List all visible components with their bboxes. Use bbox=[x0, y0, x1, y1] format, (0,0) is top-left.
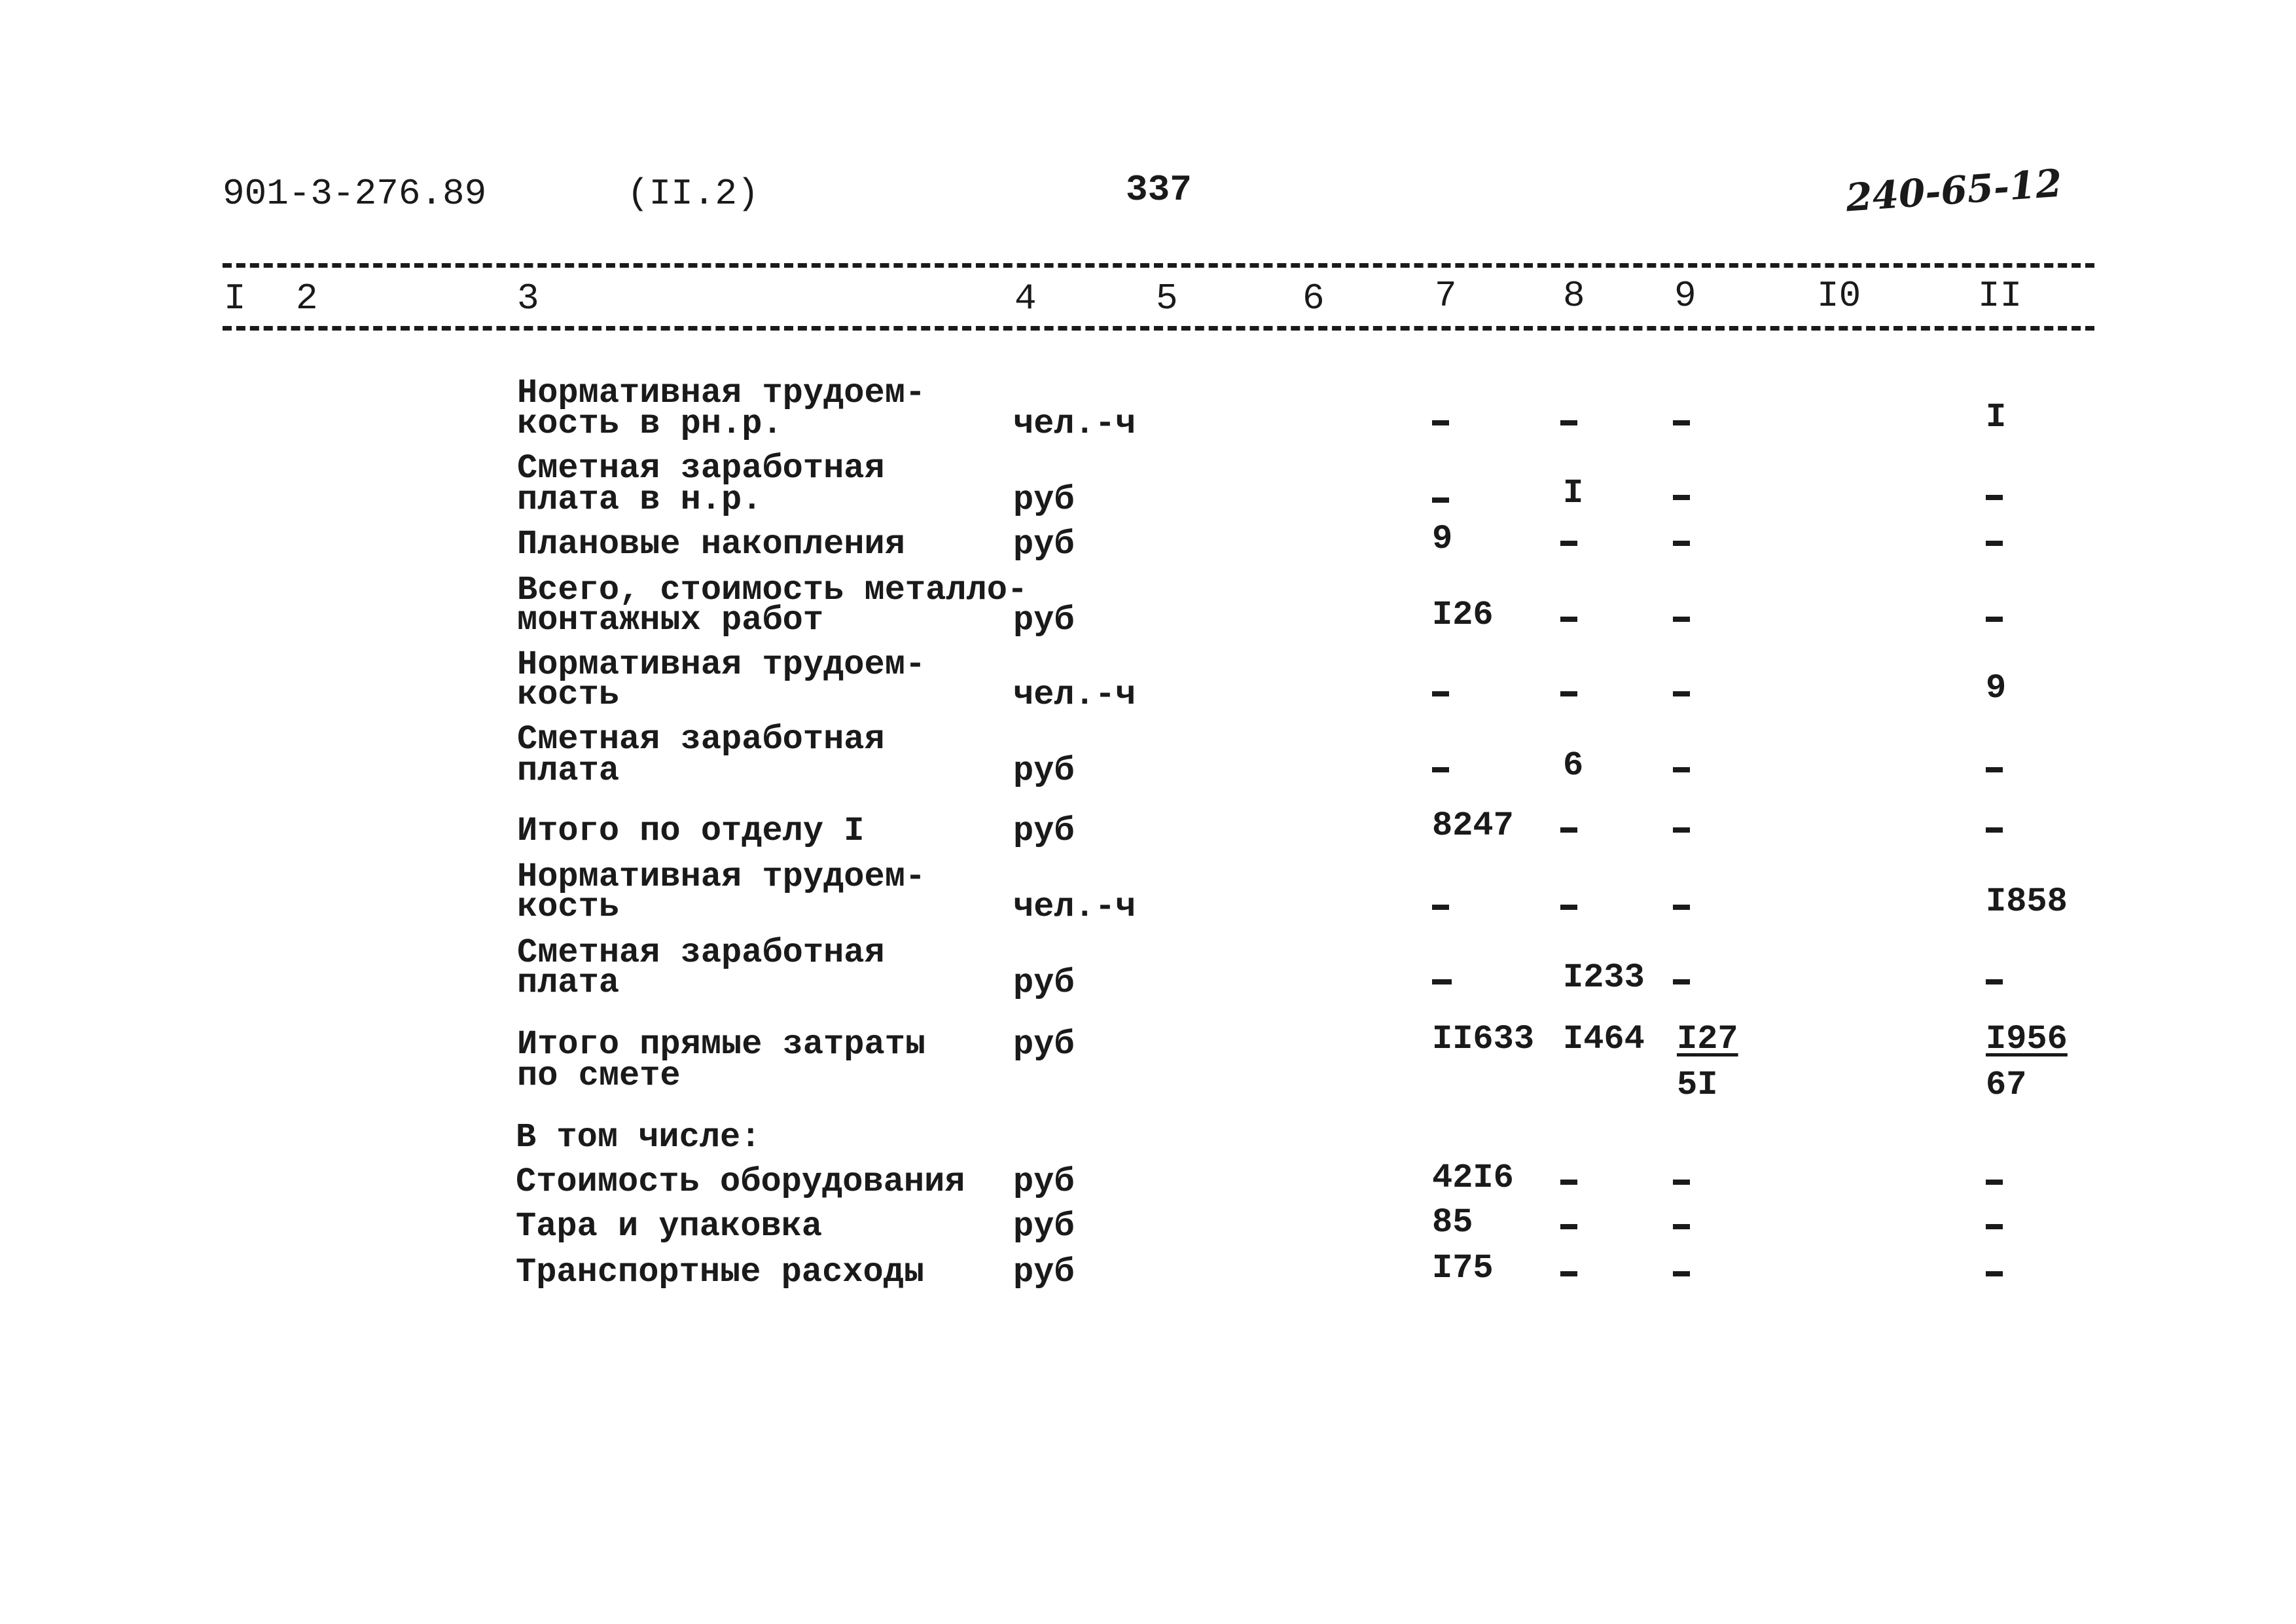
value-col9: I27 bbox=[1677, 1020, 1738, 1058]
value-col8: I bbox=[1563, 474, 1584, 513]
empty-value-dash bbox=[1673, 1271, 1690, 1276]
row-unit: руб bbox=[1013, 1207, 1075, 1246]
empty-value-dash bbox=[1986, 541, 2003, 546]
empty-value-dash bbox=[1673, 691, 1690, 696]
table-top-rule bbox=[223, 263, 2094, 268]
column-header: 4 bbox=[1014, 278, 1037, 319]
empty-value-dash bbox=[1560, 617, 1577, 622]
empty-value-dash bbox=[1560, 1224, 1577, 1229]
row-description: кость в рн.р. bbox=[517, 405, 783, 443]
empty-value-dash bbox=[1432, 905, 1449, 910]
empty-value-dash bbox=[1673, 979, 1690, 984]
row-description: Итого прямые затраты bbox=[517, 1025, 926, 1064]
empty-value-dash bbox=[1986, 979, 2003, 984]
empty-value-dash bbox=[1560, 905, 1577, 910]
row-description: кость bbox=[517, 888, 620, 926]
column-header: 3 bbox=[517, 278, 539, 319]
column-header: 5 bbox=[1156, 278, 1178, 319]
value-col11: I bbox=[1986, 398, 2007, 437]
empty-value-dash bbox=[1986, 1271, 2003, 1276]
value-col7: II633 bbox=[1432, 1020, 1535, 1058]
column-header: I0 bbox=[1817, 275, 1861, 317]
empty-value-dash bbox=[1986, 1224, 2003, 1229]
table-header-rule bbox=[223, 326, 2094, 331]
row-unit: руб bbox=[1013, 964, 1075, 1002]
row-description: плата bbox=[517, 964, 620, 1002]
row-description: плата в н.р. bbox=[517, 480, 762, 519]
empty-value-dash bbox=[1560, 420, 1577, 425]
empty-value-dash bbox=[1673, 827, 1690, 833]
empty-value-dash bbox=[1673, 541, 1690, 546]
row-description: плата bbox=[517, 751, 620, 790]
empty-value-dash bbox=[1432, 979, 1452, 984]
empty-value-dash bbox=[1432, 420, 1449, 425]
row-description: монтажных работ bbox=[517, 601, 824, 640]
empty-value-dash bbox=[1560, 1180, 1577, 1185]
value-col7: 85 bbox=[1432, 1203, 1473, 1242]
row-description: Стоимость оборудования bbox=[516, 1163, 965, 1201]
empty-value-dash bbox=[1673, 495, 1690, 500]
empty-value-dash bbox=[1673, 767, 1690, 772]
row-description: Сметная заработная bbox=[517, 720, 885, 759]
column-header: 2 bbox=[296, 278, 318, 319]
value-col7: I26 bbox=[1432, 596, 1494, 634]
value-col11: I956 bbox=[1986, 1020, 2068, 1058]
row-description: Сметная заработная bbox=[517, 449, 885, 488]
row-description: кость bbox=[517, 676, 620, 714]
value-col11: I858 bbox=[1986, 882, 2068, 921]
column-header: 7 bbox=[1435, 275, 1457, 317]
column-header: 9 bbox=[1674, 275, 1696, 317]
value-col7: 8247 bbox=[1432, 806, 1514, 845]
column-header: 8 bbox=[1563, 275, 1585, 317]
empty-value-dash bbox=[1432, 767, 1449, 772]
empty-value-dash bbox=[1560, 827, 1577, 833]
row-description: Нормативная трудоем- bbox=[517, 645, 926, 684]
handwritten-reference: 240-65-12 bbox=[1844, 160, 2064, 221]
row-description: Итого по отделу I bbox=[517, 812, 865, 850]
row-unit: руб bbox=[1013, 1253, 1075, 1291]
row-unit: руб bbox=[1013, 525, 1075, 564]
empty-value-dash bbox=[1673, 420, 1690, 425]
row-unit: руб bbox=[1013, 1163, 1075, 1201]
empty-value-dash bbox=[1673, 1180, 1690, 1185]
value-col8: 6 bbox=[1563, 746, 1584, 785]
value-col7: I75 bbox=[1432, 1249, 1494, 1288]
value-col8: I233 bbox=[1563, 958, 1645, 997]
empty-value-dash bbox=[1986, 827, 2003, 833]
empty-value-dash bbox=[1560, 1271, 1577, 1276]
row-unit: руб bbox=[1013, 601, 1075, 640]
row-unit: руб bbox=[1013, 1025, 1075, 1064]
value-col8: I464 bbox=[1563, 1020, 1645, 1058]
row-description: по смете bbox=[517, 1056, 681, 1095]
row-description: Сметная заработная bbox=[517, 933, 885, 972]
value-col7: 42I6 bbox=[1432, 1159, 1514, 1197]
value-col7: 9 bbox=[1432, 520, 1453, 558]
row-description: Нормативная трудоем- bbox=[517, 374, 926, 412]
row-description: Нормативная трудоем- bbox=[517, 857, 926, 896]
row-description: Всего, стоимость металло- bbox=[517, 571, 1028, 609]
row-description: Тара и упаковка bbox=[516, 1207, 823, 1246]
column-header: 6 bbox=[1302, 278, 1325, 319]
row-unit: чел.-ч bbox=[1013, 405, 1136, 443]
row-description: Транспортные расходы bbox=[516, 1253, 925, 1291]
empty-value-dash bbox=[1673, 617, 1690, 622]
empty-value-dash bbox=[1986, 617, 2003, 622]
row-description: Плановые накопления bbox=[517, 525, 905, 564]
section-number: (II.2) bbox=[627, 173, 759, 215]
value-col11-sub: 67 bbox=[1986, 1066, 2027, 1104]
empty-value-dash bbox=[1986, 495, 2003, 500]
empty-value-dash bbox=[1986, 1180, 2003, 1185]
empty-value-dash bbox=[1432, 691, 1449, 696]
column-header: I bbox=[224, 278, 246, 319]
column-header: II bbox=[1978, 275, 2022, 317]
empty-value-dash bbox=[1673, 1224, 1690, 1229]
row-unit: руб bbox=[1013, 812, 1075, 850]
row-unit: руб bbox=[1013, 480, 1075, 519]
page-number: 337 bbox=[1126, 169, 1192, 211]
empty-value-dash bbox=[1432, 497, 1449, 503]
document-code: 901-3-276.89 bbox=[223, 173, 487, 215]
row-unit: чел.-ч bbox=[1013, 676, 1136, 714]
row-unit: чел.-ч bbox=[1013, 888, 1136, 926]
empty-value-dash bbox=[1986, 767, 2003, 772]
row-unit: руб bbox=[1013, 751, 1075, 790]
value-col9-sub: 5I bbox=[1677, 1066, 1718, 1104]
empty-value-dash bbox=[1560, 691, 1577, 696]
empty-value-dash bbox=[1673, 905, 1690, 910]
value-col11: 9 bbox=[1986, 669, 2007, 708]
empty-value-dash bbox=[1560, 541, 1577, 546]
row-description: В том числе: bbox=[516, 1118, 761, 1157]
